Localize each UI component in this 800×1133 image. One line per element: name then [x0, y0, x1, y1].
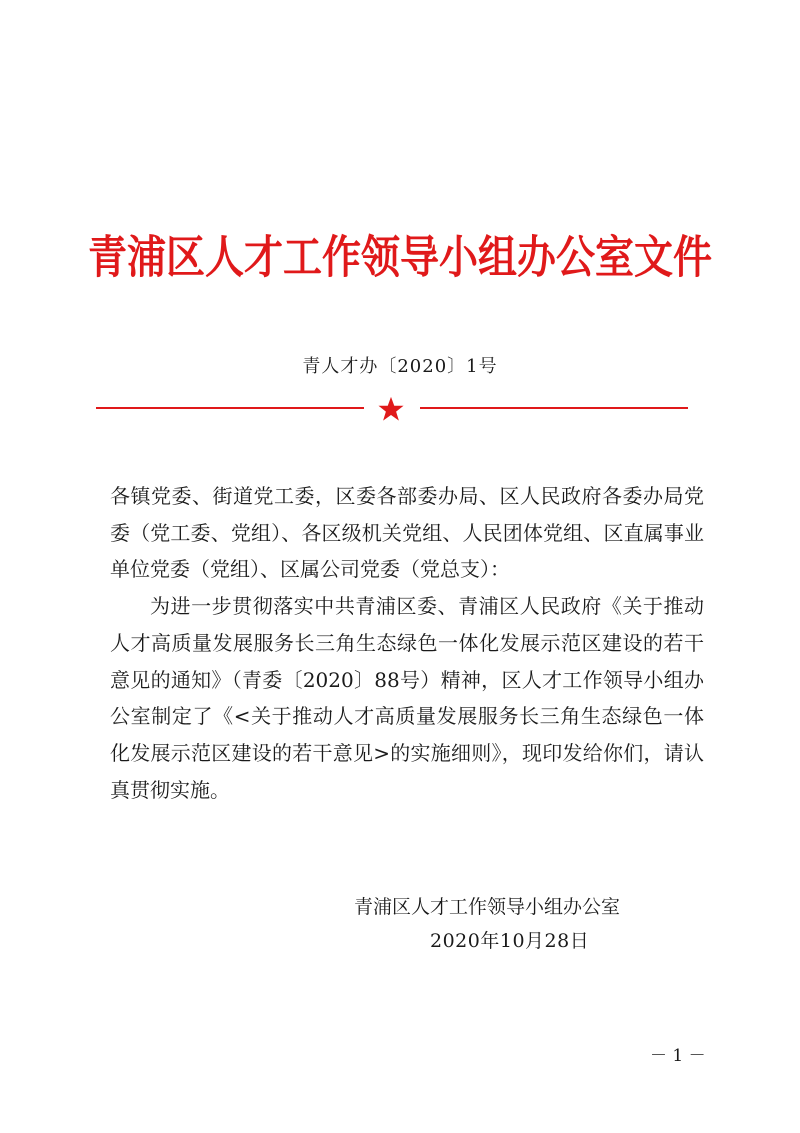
star-icon — [376, 396, 406, 422]
signature-organization: 青浦区人才工作领导小组办公室 — [354, 896, 621, 918]
signature-block — [354, 890, 620, 958]
document-header-title: 青浦区人才工作领导小组办公室文件 — [87, 231, 712, 285]
divider-line-right — [420, 407, 688, 409]
addressee-paragraph: 各镇党委、街道党工委，区委各部委办局、区人民政府各委办局党委（党工委、党组）、各区级机关党组、人民团体党组、区直属事业单位党委（党组）、区属公司党委（党总支）： — [110, 484, 704, 582]
signature-date: 2020年10月28日 — [430, 930, 590, 952]
document-body — [110, 478, 704, 808]
header-divider — [96, 396, 688, 422]
document-number: 青人才办〔2020〕1号 — [302, 356, 498, 377]
page-number: － 1 － — [650, 1046, 706, 1066]
content-paragraph: 为进一步贯彻落实中共青浦区委、青浦区人民政府《关于推动人才高质量发展服务长三角生态绿色一体化发展示范区建设的若干意见的通知》（青委〔2020〕88号）精神，区人才工作领导小组办公室制定了《<关于推动人才高质量发展服务长三角生态绿色一体化发展示范区建设的若干意见>的实施细则》，现印发给你们，请认真贯彻实施。 — [110, 594, 704, 802]
divider-line-left — [96, 407, 364, 409]
